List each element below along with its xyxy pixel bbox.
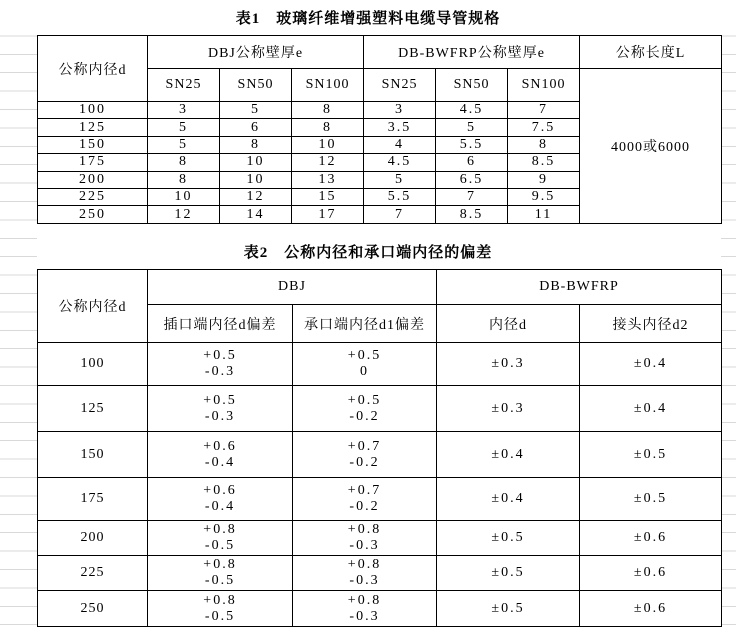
cell-diameter: 225: [38, 188, 148, 205]
spreadsheet-gridlines-left: [0, 18, 37, 639]
header-sn: SN100: [508, 69, 580, 102]
cell-thickness: 6: [436, 154, 508, 171]
cell-diameter: 200: [38, 521, 148, 556]
cell-spigot-deviation: [148, 386, 293, 432]
cell-thickness: 13: [292, 171, 364, 188]
cell-spigot-deviation: [148, 591, 293, 627]
cell-thickness: 3: [364, 102, 436, 119]
cell-joint-tolerance: ±0.4: [580, 343, 722, 386]
cell-thickness: 8: [220, 136, 292, 153]
cell-joint-tolerance: ±0.5: [580, 432, 722, 478]
deviation-lower: -0.3: [204, 408, 236, 424]
spreadsheet-gridlines-right: [721, 18, 736, 639]
deviation-upper: +0.8: [347, 557, 382, 572]
header-spigot-deviation: 插口端内径d偏差: [148, 305, 293, 343]
table-row: [38, 432, 722, 478]
cell-thickness: 8.5: [508, 154, 580, 171]
deviation-upper: +0.8: [347, 522, 382, 537]
deviation-upper: +0.6: [203, 438, 237, 454]
cell-diameter: 100: [38, 102, 148, 119]
cell-thickness: 5.5: [436, 136, 508, 153]
cell-thickness: 6: [220, 119, 292, 136]
cell-thickness: 4.5: [436, 102, 508, 119]
cell-spigot-deviation: [148, 556, 293, 591]
deviation-upper: +0.5: [347, 392, 382, 408]
deviation-lower: -0.4: [204, 454, 236, 470]
header-sn: SN100: [292, 69, 364, 102]
table2-header-row-1: [38, 270, 722, 305]
cell-socket-deviation: [293, 432, 437, 478]
cell-thickness: 7: [364, 206, 436, 223]
cell-inner-tolerance: ±0.3: [437, 343, 580, 386]
cell-joint-tolerance: ±0.6: [580, 591, 722, 627]
cell-diameter: 175: [38, 154, 148, 171]
deviation-upper: +0.8: [203, 592, 237, 608]
cell-thickness: 17: [292, 206, 364, 223]
deviation-lower: -0.3: [349, 608, 380, 624]
cell-joint-tolerance: ±0.6: [580, 521, 722, 556]
header-bwfrp-group: DB-BWFRP公称壁厚e: [364, 36, 580, 69]
cell-thickness: 12: [220, 188, 292, 205]
cell-thickness: 10: [220, 154, 292, 171]
cell-thickness: 5: [148, 119, 220, 136]
deviation-lower: -0.4: [204, 499, 236, 514]
deviation-upper: +0.6: [203, 483, 237, 498]
cell-thickness: 8: [508, 136, 580, 153]
table1: [37, 35, 722, 224]
cell-socket-deviation: [293, 478, 437, 521]
cell-inner-tolerance: ±0.3: [437, 386, 580, 432]
cell-thickness: 3: [148, 102, 220, 119]
deviation-upper: +0.5: [347, 348, 382, 363]
deviation-lower: -0.5: [204, 573, 236, 588]
deviation-upper: +0.5: [203, 392, 237, 408]
table-row: [38, 591, 722, 627]
deviation-upper: +0.5: [203, 348, 237, 363]
cell-thickness: 8.5: [436, 206, 508, 223]
cell-inner-tolerance: ±0.5: [437, 521, 580, 556]
cell-thickness: 6.5: [436, 171, 508, 188]
table-row: [38, 343, 722, 386]
cell-diameter: 150: [38, 432, 148, 478]
cell-thickness: 5: [436, 119, 508, 136]
table1-title: 表1 玻璃纤维增强塑料电缆导管规格: [235, 11, 501, 27]
deviation-lower: 0: [360, 364, 369, 379]
cell-thickness: 8: [148, 154, 220, 171]
header-dbj-group: DBJ公称壁厚e: [148, 36, 364, 69]
cell-thickness: 12: [292, 154, 364, 171]
cell-thickness: 14: [220, 206, 292, 223]
cell-joint-tolerance: ±0.6: [580, 556, 722, 591]
cell-thickness: 5: [364, 171, 436, 188]
deviation-upper: +0.8: [203, 557, 237, 572]
cell-joint-tolerance: ±0.5: [580, 478, 722, 521]
cell-diameter: 100: [38, 343, 148, 386]
cell-thickness: 5: [220, 102, 292, 119]
cell-socket-deviation: [293, 556, 437, 591]
cell-diameter: 225: [38, 556, 148, 591]
cell-diameter: 125: [38, 386, 148, 432]
cell-socket-deviation: [293, 343, 437, 386]
table2: [37, 269, 722, 627]
header-sn: SN50: [220, 69, 292, 102]
header-sn: SN25: [148, 69, 220, 102]
cell-thickness: 4: [364, 136, 436, 153]
header-joint-diameter: 接头内径d2: [580, 305, 722, 343]
cell-diameter: 250: [38, 591, 148, 627]
table2-title: 表2 公称内径和承口端内径的偏差: [243, 245, 493, 261]
table-row: [38, 556, 722, 591]
table1-header-row-1: [38, 36, 722, 69]
header-dbj-group: DBJ: [148, 270, 437, 305]
cell-thickness: 9.5: [508, 188, 580, 205]
cell-socket-deviation: [293, 386, 437, 432]
cell-socket-deviation: [293, 591, 437, 627]
deviation-lower: -0.2: [349, 408, 380, 424]
header-diameter: 公称内径d: [38, 270, 148, 343]
cell-inner-tolerance: ±0.5: [437, 591, 580, 627]
deviation-upper: +0.7: [347, 483, 382, 498]
cell-diameter: 250: [38, 206, 148, 223]
cell-thickness: 10: [220, 171, 292, 188]
deviation-upper: +0.8: [203, 522, 237, 537]
header-socket-deviation: 承口端内径d1偏差: [293, 305, 437, 343]
header-length: 公称长度L: [580, 36, 722, 69]
cell-thickness: 10: [292, 136, 364, 153]
cell-diameter: 200: [38, 171, 148, 188]
cell-thickness: 12: [148, 206, 220, 223]
cell-thickness: 4.5: [364, 154, 436, 171]
header-diameter: 公称内径d: [38, 36, 148, 102]
deviation-lower: -0.3: [204, 364, 236, 379]
header-sn: SN25: [364, 69, 436, 102]
cell-diameter: 150: [38, 136, 148, 153]
cell-inner-tolerance: ±0.4: [437, 478, 580, 521]
cell-thickness: 9: [508, 171, 580, 188]
cell-spigot-deviation: [148, 432, 293, 478]
cell-spigot-deviation: [148, 343, 293, 386]
cell-inner-tolerance: ±0.5: [437, 556, 580, 591]
cell-joint-tolerance: ±0.4: [580, 386, 722, 432]
cell-thickness: 5.5: [364, 188, 436, 205]
cell-thickness: 7: [436, 188, 508, 205]
cell-spigot-deviation: [148, 521, 293, 556]
deviation-lower: -0.5: [204, 608, 236, 624]
deviation-lower: -0.3: [349, 538, 380, 553]
deviation-upper: +0.8: [347, 592, 382, 608]
cell-thickness: 10: [148, 188, 220, 205]
deviation-lower: -0.2: [349, 454, 380, 470]
cell-thickness: 8: [292, 119, 364, 136]
table-row: [38, 386, 722, 432]
cell-socket-deviation: [293, 521, 437, 556]
cell-thickness: 7: [508, 102, 580, 119]
cell-diameter: 125: [38, 119, 148, 136]
cell-thickness: 8: [148, 171, 220, 188]
deviation-lower: -0.2: [349, 499, 380, 514]
cell-diameter: 175: [38, 478, 148, 521]
header-bwfrp-group: DB-BWFRP: [437, 270, 722, 305]
cell-length-value: 4000或6000: [580, 69, 722, 224]
cell-spigot-deviation: [148, 478, 293, 521]
deviation-upper: +0.7: [347, 438, 382, 454]
cell-thickness: 5: [148, 136, 220, 153]
cell-inner-tolerance: ±0.4: [437, 432, 580, 478]
table-row: [38, 521, 722, 556]
cell-thickness: 3.5: [364, 119, 436, 136]
cell-thickness: 15: [292, 188, 364, 205]
cell-thickness: 7.5: [508, 119, 580, 136]
table-row: [38, 478, 722, 521]
header-inner-diameter: 内径d: [437, 305, 580, 343]
header-sn: SN50: [436, 69, 508, 102]
deviation-lower: -0.3: [349, 573, 380, 588]
deviation-lower: -0.5: [204, 538, 236, 553]
cell-thickness: 8: [292, 102, 364, 119]
cell-thickness: 11: [508, 206, 580, 223]
